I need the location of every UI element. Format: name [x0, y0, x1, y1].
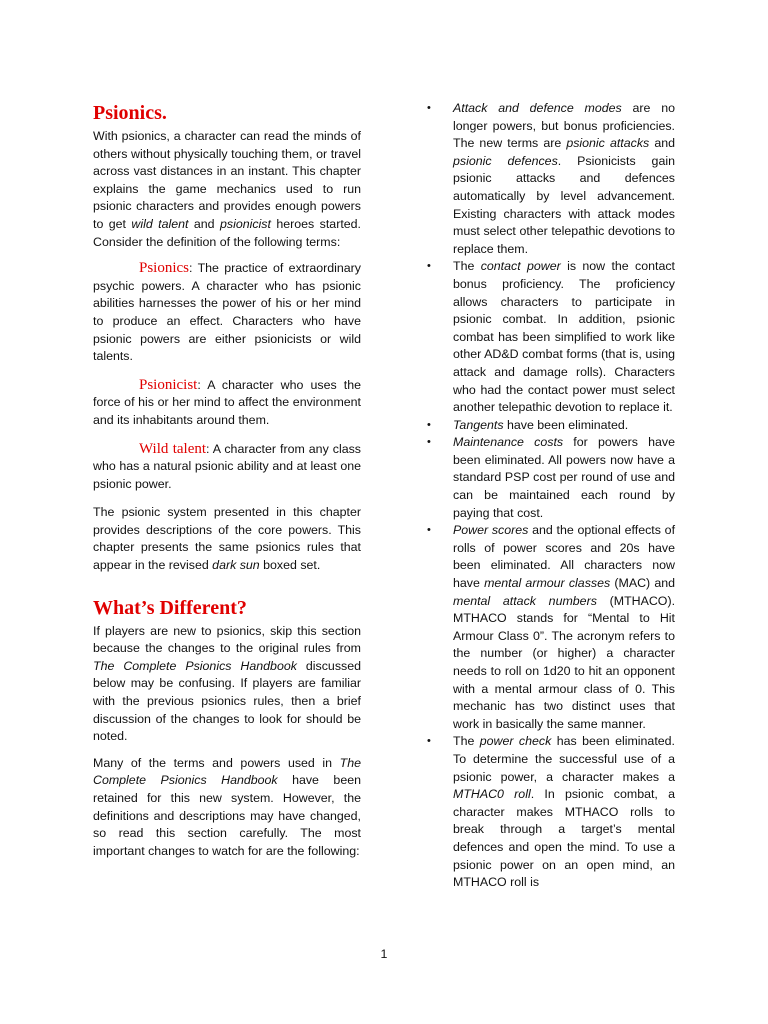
diff-paragraph-2: Many of the terms and powers used in The Complete Psionics Handbook have been retained for this new system. However, the definitions and descriptions may have changed, so read this section carefully. The most important changes to watch for are the following: [93, 755, 361, 858]
list-item: • The contact power is now the contact bonus proficiency. The proficiency allows characters to participate in psionic combat. In addition, psionic combat has been simplified to work like other AD&D combat forms (that is, using attack and damage rolls). Characters who had the contact power must select another telepathic devotion to replace it. [427, 259, 675, 415]
list-item: • Maintenance costs for powers have been eliminated. All powers now have a standard PSP cost per round of use and can be maintained each round by paying that cost. [427, 435, 676, 520]
intro-paragraph: With psionics, a character can read the minds of others without physically touching them, or travel across vast distances in an instant. This chapter explains the game mechanics used to run psionic characters and provides enough powers to get wild talent and psionicist heroes started. Consider the definition of the following terms: [93, 129, 361, 249]
changes-list [427, 100, 675, 892]
term-psionics: Psionics: The practice of extraordinary psychic powers. A character who has psionic abilities harnesses the power of his or her mind to produce an effect. Characters who have psionic powers are either psionicists or wild talents. [93, 260, 361, 364]
bullet-icon: • [427, 735, 431, 748]
term-wild-talent: Wild talent: A character from any class who has a natural psionic ability and at least one psionic power. [93, 440, 361, 491]
bullet-icon: • [427, 260, 431, 273]
term-psionicist: Psionicist: A character who uses the force of his or her mind to affect the environment and its inhabitants around them. [93, 376, 361, 427]
list-item: • Attack and defence modes are no longer powers, but bonus proficiencies. The new terms are psionic attacks and psionic defences. Psionicists gain psionic attacks and defences automatically by level advancement. Existing characters with attack modes must select other telepathic devotions to replace them. [427, 101, 676, 256]
bullet-icon: • [427, 418, 431, 431]
left-column [93, 100, 361, 869]
section-title-whats-different: What’s Different? [93, 596, 247, 619]
bullet-icon: • [427, 102, 431, 114]
diff-paragraph-1: If players are new to psionics, skip this section because the changes to the original rules from The Complete Psionics Handbook discussed below may be confusing. If players are familiar with the previous psionics rules, then a brief discussion of the changes to look for should be noted. [93, 623, 361, 744]
bullet-icon: • [427, 524, 431, 537]
term-name: Wild talent [139, 440, 207, 457]
right-column [427, 100, 675, 892]
term-name: Psionicist [139, 376, 198, 393]
section-title-psionics: Psionics. [93, 102, 167, 124]
bullet-icon: • [427, 436, 431, 449]
system-paragraph: The psionic system presented in this chapter provides descriptions of the core powers. This chapter presents the same psionics rules that appear in the revised dark sun boxed set. [93, 505, 361, 573]
term-name: Psionics [139, 260, 190, 277]
list-item: • The power check has been eliminated. To determine the successful use of a psionic power, a character makes a MTHAC0 roll. In psionic combat, a character makes MTHACO rolls to break through a target’s mental defences and open the mind. To use a psionic power on an open mind, an MTHACO roll is [427, 734, 675, 890]
list-item: • Tangents have been eliminated. [427, 417, 675, 435]
list-item: • Power scores and the optional effects of rolls of power scores and 20s have been eliminated. All characters now have mental armour classes (MAC) and mental attack numbers (MTHACO). MTHACO stands for “Mental to Hit Armour Class 0”. The acronym refers to the number (or higher) a character needs to roll on 1d20 to hit an opponent with a mental armour class of 0. This mechanic has two distinct uses that work in basically the same manner. [427, 523, 676, 731]
page-number: 1 [380, 947, 388, 961]
